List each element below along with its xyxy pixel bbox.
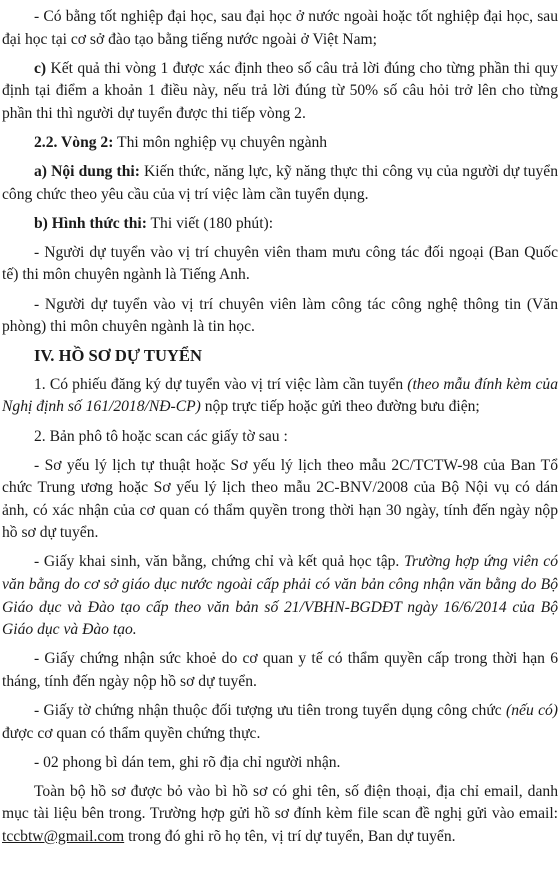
paragraph-text: trong đó ghi rõ họ tên, vị trí dự tuyển, Ban dự tuyển.: [124, 828, 456, 845]
email-link[interactable]: tccbtw@gmail.com: [2, 828, 125, 845]
paragraph-italic: Trường hợp ứng viên có văn bằng do cơ sở giáo dục nước ngoài cấp phải có văn bản công nhận văn bằng do Bộ Giáo dục và Đào tạo cấp theo văn bản số 21/VBHN-BGDĐT ngày 16/6/2014 của Bộ Giáo dục và Đào tạo.: [2, 553, 558, 639]
paragraph-registration-form: [2, 374, 558, 419]
paragraph-text: Thi viết (180 phút):: [146, 214, 274, 232]
paragraph-text: 1. Có phiếu đăng ký dự tuyển vào vị trí việc làm cần tuyển: [34, 375, 408, 393]
subsection-text: Thi môn nghiệp vụ chuyên ngành: [113, 133, 328, 151]
paragraph-certificates: [2, 551, 558, 641]
paragraph-foreign-degree: - Có bằng tốt nghiệp đại học, sau đại học ở nước ngoài hoặc tốt nghiệp đại học, sau đại học tại cơ sở đào tạo bằng tiếng nước ngoài ở Việt Nam;: [2, 8, 558, 48]
paragraph-envelopes: - 02 phong bì dán tem, ghi rõ địa chỉ người nhận.: [34, 753, 341, 771]
paragraph-text: - Giấy khai sinh, văn bằng, chứng chỉ và kết quả học tập.: [34, 553, 405, 571]
paragraph-cv: - Sơ yếu lý lịch tự thuật hoặc Sơ yếu lý lịch theo mẫu 2C/TCTW-98 của Ban Tổ chức Trung ương hoặc Sơ yếu lý lịch theo mẫu 2C-BNV/2008 của Bộ Nội vụ có dán ảnh, có xác nhận của cơ quan có thẩm quyền trong thời hạn 30 ngày, tính đến ngày nộp hồ sơ dự tuyển.: [2, 456, 558, 542]
paragraph-text: Kết quả thi vòng 1 được xác định theo số câu trả lời đúng cho từng phần thi quy định tại điểm a khoản 1 điều này, nếu trả lời đúng từ 50% số câu hỏi trở lên cho từng phần thi thì người dự tuyển được thi tiếp vòng 2.: [2, 59, 558, 122]
paragraph-foreign-affairs: - Người dự tuyển vào vị trí chuyên viên tham mưu công tác đối ngoại (Ban Quốc tế) thi môn chuyên ngành là Tiếng Anh.: [2, 243, 558, 284]
paragraph-round1-result: [2, 58, 558, 126]
paragraph-text: được cơ quan có thẩm quyền chứng thực.: [2, 724, 261, 742]
paragraph-health: - Giấy chứng nhận sức khoẻ do cơ quan y tế có thẩm quyền cấp trong thời hạn 6 tháng, tính đến ngày nộp hồ sơ dự tuyển.: [2, 650, 558, 690]
paragraph-text: Kiến thức, năng lực, kỹ năng thực thi công vụ của người dự tuyển công chức theo yêu cầu của vị trí việc làm cần tuyển dụng.: [2, 163, 559, 203]
section-heading: IV. HỒ SƠ DỰ TUYỂN: [34, 346, 202, 366]
paragraph-copies: 2. Bản phô tô hoặc scan các giấy tờ sau :: [34, 427, 288, 445]
paragraph-exam-content: [2, 161, 558, 206]
paragraph-italic: (theo mẫu đính kèm của Nghị định số 161/2018/NĐ-CP): [2, 375, 558, 416]
item-label: b) Hình thức thi:: [34, 214, 147, 232]
paragraph-priority: [2, 700, 558, 745]
item-label: c): [34, 59, 47, 77]
paragraph-text: Toàn bộ hồ sơ được bỏ vào bì hồ sơ có ghi tên, số điện thoại, địa chỉ email, danh mục tài liệu bên trong. Trường hợp gửi hồ sơ đính kèm file scan đề nghị gửi vào email:: [2, 782, 558, 823]
paragraph-submission: [2, 781, 558, 849]
paragraph-it-position: - Người dự tuyển vào vị trí chuyên viên làm công tác công nghệ thông tin (Văn phòng) thi môn chuyên ngành là tin học.: [2, 295, 558, 336]
paragraph-text: - Giấy tờ chứng nhận thuộc đối tượng ưu tiên trong tuyển dụng công chức: [34, 702, 507, 720]
paragraph-text: nộp trực tiếp hoặc gửi theo đường bưu điện;: [200, 398, 480, 416]
paragraph-italic: (nếu có): [506, 702, 558, 720]
subsection-label: 2.2. Vòng 2:: [34, 133, 114, 151]
item-label: a) Nội dung thi:: [34, 163, 140, 181]
paragraph-exam-format: [2, 213, 558, 236]
subsection-round2: [2, 132, 558, 155]
